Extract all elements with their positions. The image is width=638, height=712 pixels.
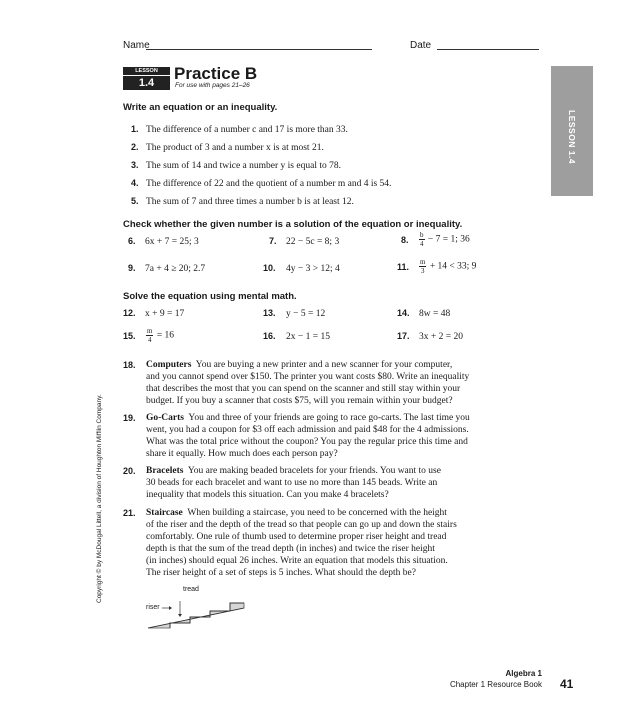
item-equation: 22 − 5c = 8; 3 [286,237,340,247]
list-item [401,231,470,248]
list-item [123,308,184,319]
footer-resource: Chapter 1 Resource Book [449,680,542,689]
item-number: 9. [128,263,136,273]
list-item [269,236,339,247]
problem-line: budget. If you buy a scanner that costs $75, will you remain within your budget? [146,396,453,406]
fraction-numerator: m [147,327,153,335]
list-item [131,155,391,173]
fraction-denominator: 4 [420,240,424,248]
word-problem [123,465,543,501]
item-number: 6. [128,236,136,246]
date-label: Date [410,40,432,51]
date-field-line[interactable] [437,49,539,50]
item-number: 4. [131,178,139,188]
item-equation: 2x − 1 = 15 [286,332,330,342]
footer-book: Algebra 1 [505,669,542,678]
item-text: The sum of 7 and three times a number b is at least 12. [146,197,354,207]
item-number: 14. [397,308,410,318]
problem-heading: Bracelets [146,466,184,476]
word-problem [123,507,543,579]
item-text: The difference of 22 and the quotient of a number m and 4 is 54. [146,179,392,189]
fraction [419,258,426,275]
item-number: 12. [123,308,136,318]
problem-line: depth is that the sum of the tread depth (in inches) and twice the riser height [146,544,435,554]
item-equation: 4y − 3 > 12; 4 [286,264,340,274]
fraction-denominator: 4 [147,336,152,344]
list-item [123,327,174,344]
item-text: The difference of a number c and 17 is more than 33. [146,125,348,135]
name-field-line[interactable] [146,49,372,50]
fraction-denominator: 3 [420,267,425,275]
list-item [131,173,391,191]
item-equation: y − 5 = 12 [286,309,326,319]
list-item [263,308,325,319]
item-equation: = 16 [154,330,175,341]
item-number: 10. [263,263,276,273]
name-label: Name [123,40,150,51]
problem-number: 21. [123,508,136,518]
fraction-numerator: m [420,258,426,266]
problem-line: What was the total price without the coupon? You pay the regular price this time and [146,437,468,447]
item-text: The sum of 14 and twice a number y is equal to 78. [146,161,341,171]
item-equation: x + 9 = 17 [145,309,185,319]
problem-line: You are making beaded bracelets for your friends. You want to use [187,466,441,476]
list-item [397,258,476,275]
item-number: 17. [397,331,410,341]
problem-line: The riser height of a set of steps is 5 inches. What should the depth be? [146,568,416,578]
item-number: 16. [263,331,276,341]
section2-heading: Check whether the given number is a solution of the equation or inequality. [123,219,463,230]
side-tab [551,66,593,196]
problem-line: When building a staircase, you need to be concerned with the height [187,508,447,518]
problem-number: 18. [123,360,136,370]
riser-label: riser [146,604,160,611]
item-number: 3. [131,160,139,170]
lesson-badge-label: LESSON [123,67,170,75]
section1-list [131,119,391,209]
copyright-text: Copyright © by McDougal Littell, a division of Houghton Mifflin Company. [96,394,103,603]
list-item [397,308,450,319]
word-problem [123,359,543,407]
problem-line: (in inches) should equal 26 inches. Write an equation that models this situation. [146,556,448,566]
item-equation: + 14 < 33; 9 [427,261,477,272]
problem-line: and you cannot spend over $150. The printer you want costs $80. Write an inequality [146,372,470,382]
section3-heading: Solve the equation using mental math. [123,291,297,302]
item-number: 15. [123,330,136,341]
page-subtitle: For use with pages 21–26 [175,82,250,89]
item-equation: 7a + 4 ≥ 20; 2.7 [145,264,206,274]
list-item [128,236,199,247]
item-number: 2. [131,142,139,152]
problem-line: of the riser and the depth of the tread so that people can go up and down the stairs [146,520,457,530]
problem-line: share it equally. How much does each person pay? [146,449,338,459]
item-number: 8. [401,234,409,245]
item-number: 7. [269,236,277,246]
problem-line: 30 beads for each bracelet and want to use no more than 145 beads. Write an [146,478,438,488]
fraction [146,327,153,344]
list-item [131,191,391,209]
list-item [263,331,330,342]
problem-line: went, you had a coupon for $3 off each admission and paid $48 for the 4 admissions. [146,425,469,435]
problem-number: 19. [123,413,136,423]
side-tab-label: LESSON 1.4 [567,110,577,165]
list-item [131,137,391,155]
problem-line: You and three of your friends are going to race go-carts. The last time you [188,413,470,423]
problem-line: inequality that models this situation. Can you make 4 bracelets? [146,490,389,500]
item-number: 11. [397,261,410,272]
fraction [419,231,425,248]
page-title: Practice B [174,64,258,83]
problem-line: comfortably. One rule of thumb used to determine proper riser height and tread [146,532,447,542]
tread-label: tread [183,586,199,593]
list-item [397,331,463,342]
problem-line: You are buying a new printer and a new scanner for your computer, [195,360,453,370]
problem-line: that describes the most that you can spend on the scanner and still stay within your [146,384,461,394]
item-equation: 3x + 2 = 20 [419,332,463,342]
fraction-numerator: b [420,231,424,239]
problem-heading: Computers [146,360,192,370]
problem-number: 20. [123,466,136,476]
item-equation: − 7 = 1; 36 [425,234,470,245]
lesson-badge [123,67,170,90]
staircase-figure [140,583,250,633]
item-equation: 6x + 7 = 25; 3 [145,237,199,247]
item-number: 13. [263,308,276,318]
lesson-badge-number: 1.4 [123,75,170,90]
item-text: The product of 3 and a number x is at most 21. [146,143,324,153]
item-number: 5. [131,196,139,206]
item-number: 1. [131,124,139,134]
page-number: 41 [560,677,574,691]
problem-heading: Go-Carts [146,413,184,423]
item-equation: 8w = 48 [419,309,451,319]
word-problem [123,412,543,460]
list-item [131,119,391,137]
problem-heading: Staircase [146,508,183,518]
list-item [128,263,205,274]
section1-heading: Write an equation or an inequality. [123,102,278,113]
list-item [263,263,340,274]
